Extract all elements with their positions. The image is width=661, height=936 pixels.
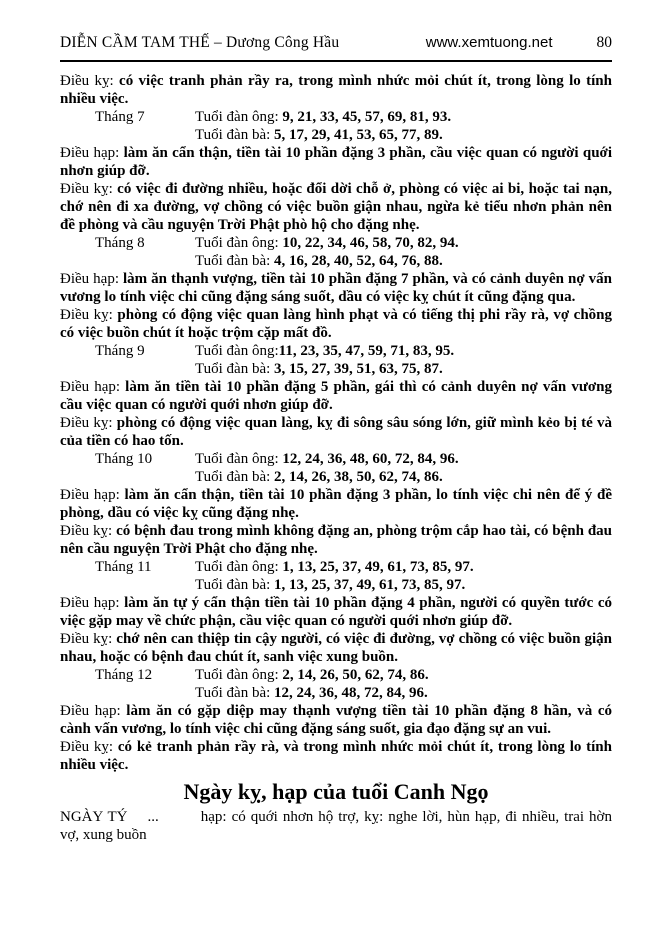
ellipsis: ... — [147, 809, 159, 825]
ky-label: Điều kỵ: — [60, 73, 114, 89]
ky-text: có việc đi đường nhiều, hoặc đổi dời chỗ ở, phòng có việc ai bi, hoặc tai nạn, chớ nên đi xa đường, vợ chồng có việc buồn giận nhau, ngừa kẻ tiểu nhơn phản nên đề phòng và cầu nguyện Trời Phật phò hộ cho đặng nhẹ. — [60, 181, 612, 233]
hap-label: Điều hạp: — [60, 271, 119, 287]
men-ages-label: Tuổi đàn ông: — [195, 235, 279, 251]
men-ages — [195, 666, 429, 684]
women-ages-row — [60, 468, 612, 486]
hap-paragraph — [60, 702, 612, 738]
men-ages-values: 9, 21, 33, 45, 57, 69, 81, 93. — [278, 109, 452, 125]
women-ages-row — [60, 360, 612, 378]
day-text: hạp: có quới nhơn hộ trợ, kỵ: nghe lời, hùn hạp, đi nhiều, trai hờn vợ, xung buồn — [60, 809, 612, 843]
men-ages-row — [60, 234, 612, 252]
women-ages-values: 3, 15, 27, 39, 51, 63, 75, 87. — [270, 361, 443, 377]
section-heading: Ngày kỵ, hạp của tuổi Canh Ngọ — [183, 779, 489, 804]
men-ages-label: Tuổi đàn ông: — [195, 343, 279, 359]
women-ages-values: 5, 17, 29, 41, 53, 65, 77, 89. — [270, 127, 443, 143]
month-12-block — [60, 666, 612, 774]
women-ages-label: Tuổi đàn bà: — [195, 361, 271, 377]
men-ages-row — [60, 108, 612, 126]
day-label: NGÀY TÝ — [60, 809, 128, 825]
hap-text: làm ăn cẩn thận, tiền tài 10 phần đặng 3 phần, cầu việc quan có người quới nhơn giúp đỡ. — [60, 145, 613, 179]
ky-label: Điều kỵ: — [60, 523, 113, 539]
women-ages-row — [60, 684, 612, 702]
ky-paragraph — [60, 306, 612, 342]
hap-paragraph — [60, 594, 612, 630]
ky-paragraph — [60, 414, 612, 450]
day-ty-paragraph — [60, 808, 612, 844]
ky-text: có kẻ tranh phản rầy rà, và trong mình nhức mỏi chút ít, trong lòng lo tính nhiều việc. — [60, 739, 612, 773]
hap-text: làm ăn cẩn thận, tiền tài 10 phần đặng 3 phần, lo tính việc chi nên để ý đề phòng, dầu có việc kỵ cũng đặng nhẹ. — [60, 487, 612, 521]
women-ages-values: 4, 16, 28, 40, 52, 64, 76, 88. — [270, 253, 443, 269]
ky-paragraph — [60, 180, 612, 234]
hap-label: Điều hạp: — [60, 145, 120, 161]
ky-paragraph — [60, 738, 612, 774]
women-ages — [195, 684, 428, 702]
women-ages-label: Tuổi đàn bà: — [195, 253, 271, 269]
women-ages-row — [60, 126, 612, 144]
hap-paragraph — [60, 144, 612, 180]
hap-label: Điều hạp: — [60, 487, 120, 503]
men-ages-row — [60, 342, 612, 360]
month-9-block — [60, 342, 612, 450]
month-10-block — [60, 450, 612, 558]
ky-label: Điều kỵ: — [60, 307, 113, 323]
ky-text: chớ nên can thiệp tin cậy người, có việc đi đường, vợ chồng có việc buồn giận nhau, hoặc có bệnh đau chút ít, sanh việc xung buồn. — [60, 631, 612, 665]
women-ages-values: 12, 24, 36, 48, 72, 84, 96. — [270, 685, 428, 701]
month-label: Tháng 10 — [95, 451, 153, 467]
hap-text: làm ăn thạnh vượng, tiền tài 10 phần đặng 7 phần, và có cảnh duyên nợ vấn vương lo tính việc chi cũng đặng sáng suốt, dầu có việc kỵ chút ít cũng đặng qua. — [60, 271, 613, 305]
women-ages — [195, 576, 465, 594]
ky-paragraph — [60, 522, 612, 558]
women-ages-row — [60, 252, 612, 270]
men-ages-label: Tuổi đàn ông: — [195, 109, 279, 125]
hap-label: Điều hạp: — [60, 379, 121, 395]
page-number: 80 — [596, 34, 612, 51]
website-url: www.xemtuong.net — [425, 34, 553, 51]
men-ages-row — [60, 666, 612, 684]
women-ages — [195, 468, 443, 486]
hap-text: làm ăn tự ý cẩn thận tiền tài 10 phần đặng 4 phần, người có quyền tước có việc gặp may về chức phận, cầu việc quan có người quới nhơn giúp đỡ. — [60, 595, 612, 629]
men-ages-label: Tuổi đàn ông: — [195, 667, 279, 683]
ky-text: phòng có động việc quan làng hình phạt và có tiếng thị phi rầy rà, vợ chồng có việc buồn chút ít hoặc trộm cặp mất đồ. — [60, 307, 612, 341]
ky-paragraph — [60, 630, 612, 666]
men-ages — [195, 108, 451, 126]
men-ages-row — [60, 558, 612, 576]
women-ages-label: Tuổi đàn bà: — [195, 685, 271, 701]
month-label: Tháng 11 — [95, 559, 152, 575]
book-title: DIỄN CẦM TAM THẾ – Dương Công Hầu — [60, 34, 340, 51]
women-ages — [195, 126, 443, 144]
hap-label: Điều hạp: — [60, 703, 121, 719]
ky-text: có việc tranh phản rầy ra, trong mình nhức mỏi chút ít, trong lòng lo tính nhiều việc. — [60, 73, 612, 107]
month-7-block — [60, 108, 612, 234]
men-ages — [195, 450, 459, 468]
men-ages-values: 10, 22, 34, 46, 58, 70, 82, 94. — [278, 235, 459, 251]
month-label: Tháng 12 — [95, 667, 153, 683]
men-ages-label: Tuổi đàn ông: — [195, 451, 279, 467]
ky-text: có bệnh đau trong mình không đặng an, phòng trộm cắp hao tài, có bệnh đau nên cầu nguyện Trời Phật cho đặng nhẹ. — [60, 523, 613, 557]
men-ages — [195, 558, 474, 576]
hap-text: làm ăn tiền tài 10 phần đặng 5 phần, gái thì có cảnh duyên nợ vấn vương cầu việc quan có người quới nhơn giúp đỡ. — [60, 379, 612, 413]
ky-label: Điều kỵ: — [60, 739, 114, 755]
women-ages-values: 1, 13, 25, 37, 49, 61, 73, 85, 97. — [270, 577, 466, 593]
ky-label: Điều kỵ: — [60, 631, 113, 647]
men-ages-label: Tuổi đàn ông: — [195, 559, 279, 575]
month-label: Tháng 8 — [95, 235, 145, 251]
intro-ky-paragraph — [60, 72, 612, 108]
women-ages-label: Tuổi đàn bà: — [195, 469, 271, 485]
ky-label: Điều kỵ: — [60, 181, 113, 197]
hap-paragraph — [60, 270, 612, 306]
men-ages — [195, 342, 454, 360]
hap-paragraph — [60, 378, 612, 414]
ky-label: Điều kỵ: — [60, 415, 113, 431]
men-ages-values: 2, 14, 26, 50, 62, 74, 86. — [278, 667, 429, 683]
women-ages-label: Tuổi đàn bà: — [195, 577, 271, 593]
women-ages-row — [60, 576, 612, 594]
women-ages-values: 2, 14, 26, 38, 50, 62, 74, 86. — [270, 469, 443, 485]
hap-paragraph — [60, 486, 612, 522]
month-11-block — [60, 558, 612, 666]
page-header — [60, 34, 612, 62]
men-ages-values: 1, 13, 25, 37, 49, 61, 73, 85, 97. — [278, 559, 474, 575]
month-8-block — [60, 234, 612, 342]
month-label: Tháng 9 — [95, 343, 145, 359]
men-ages — [195, 234, 459, 252]
hap-text: làm ăn có gặp diệp may thạnh vượng tiền tài 10 phần đặng 8 hần, và có cành vấn vương, lo tính việc chi cũng đặng sáng suốt, gia đạo đặng sự an vui. — [60, 703, 613, 737]
month-label: Tháng 7 — [95, 109, 145, 125]
page-body — [60, 72, 612, 844]
women-ages — [195, 360, 443, 378]
women-ages — [195, 252, 443, 270]
men-ages-values: 11, 23, 35, 47, 59, 71, 83, 95. — [278, 343, 455, 359]
hap-label: Điều hạp: — [60, 595, 120, 611]
women-ages-label: Tuổi đàn bà: — [195, 127, 271, 143]
men-ages-row — [60, 450, 612, 468]
ky-text: phòng có động việc quan làng, kỵ đi sông sâu sóng lớn, giữ mình kẻo bị té và của tiền có hao tốn. — [60, 415, 612, 449]
men-ages-values: 12, 24, 36, 48, 60, 72, 84, 96. — [278, 451, 459, 467]
